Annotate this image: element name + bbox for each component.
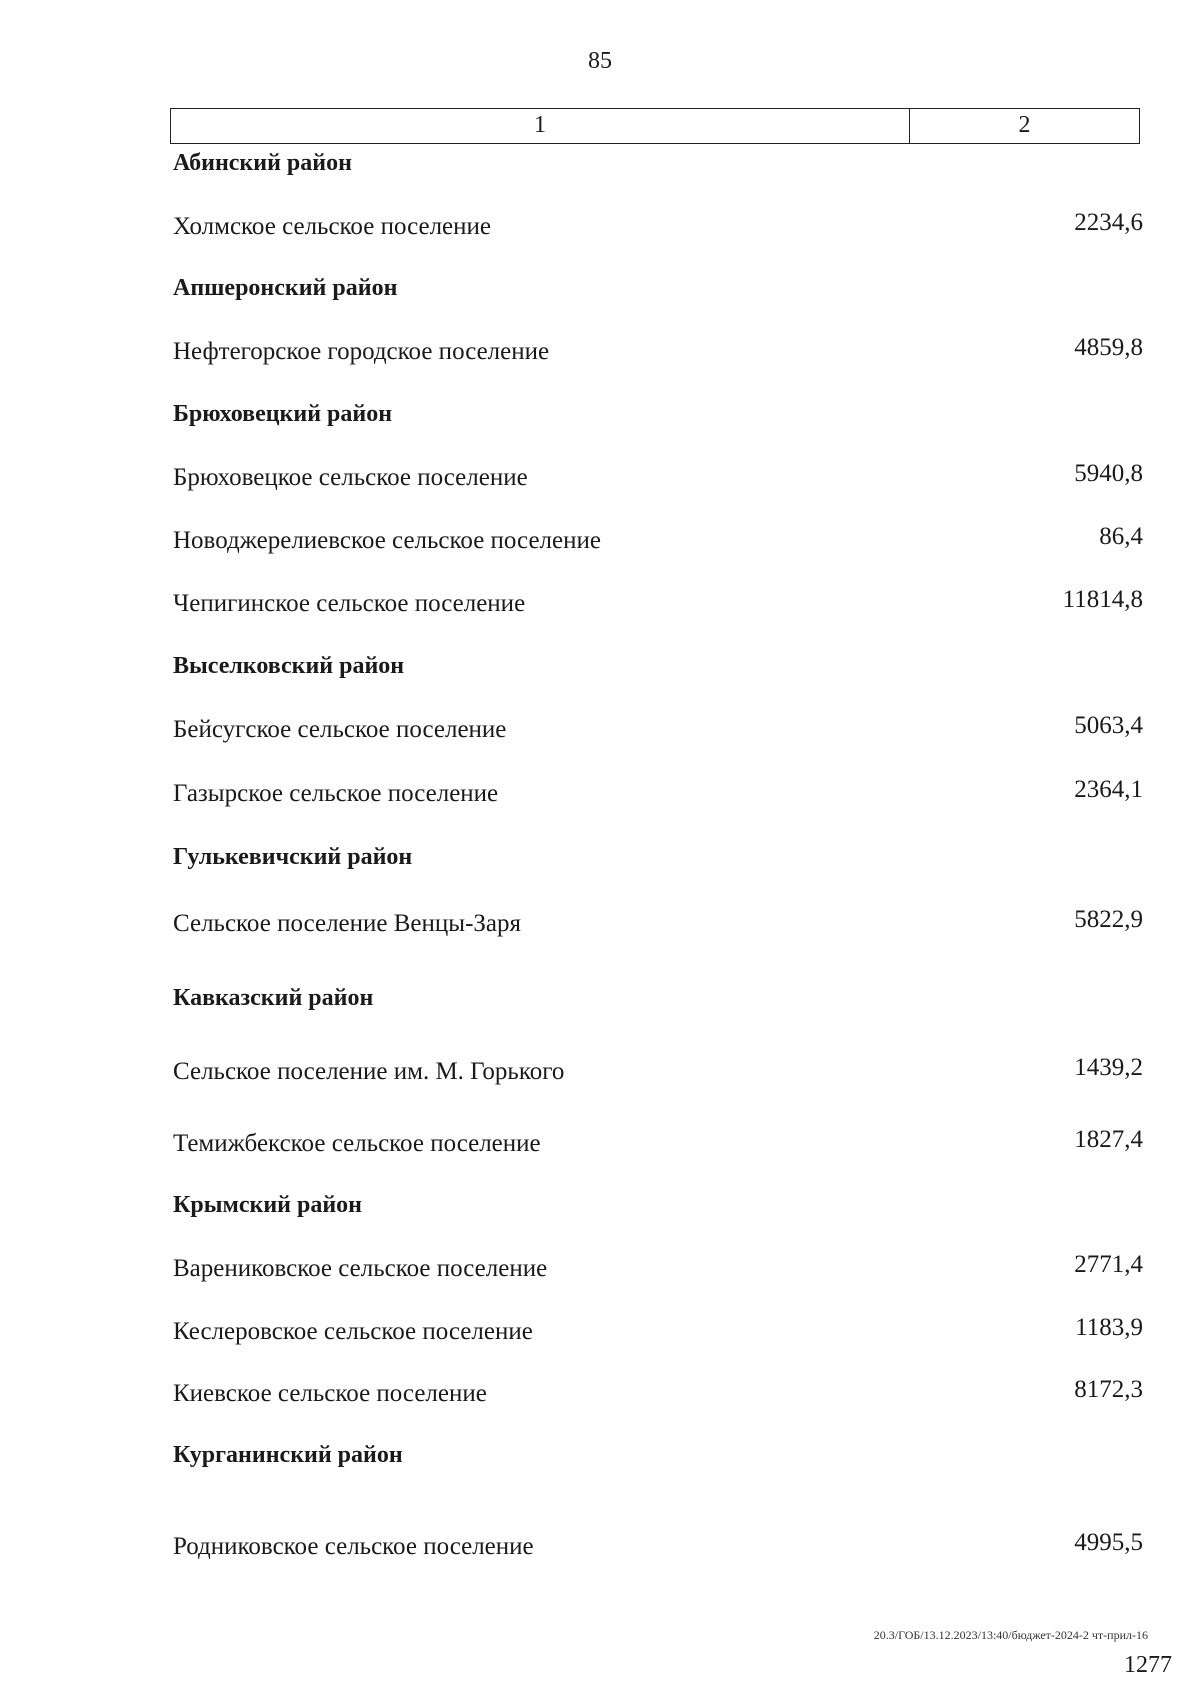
settlement-value: 1183,9 xyxy=(1075,1314,1143,1341)
settlement-row xyxy=(173,1376,1143,1420)
settlement-name: Родниковское сельское поселение xyxy=(173,1533,534,1560)
settlement-name: Варениковское сельское поселение xyxy=(173,1255,548,1282)
district-name: Брюховецкий район xyxy=(173,401,393,427)
sheet-number: 1277 xyxy=(1124,1652,1172,1678)
settlement-value: 11814,8 xyxy=(1062,586,1143,613)
district-row xyxy=(173,653,1143,693)
settlement-row xyxy=(173,776,1143,820)
settlement-value: 2364,1 xyxy=(1074,776,1143,803)
settlement-name: Кеслеровское сельское поселение xyxy=(173,1318,533,1345)
settlement-name: Холмское сельское поселение xyxy=(173,213,491,240)
settlement-row xyxy=(173,906,1143,950)
settlement-name: Сельское поселение Венцы-Заря xyxy=(173,910,522,937)
district-name: Гулькевичский район xyxy=(173,844,413,870)
settlement-row xyxy=(173,1054,1143,1098)
district-name: Абинский район xyxy=(173,150,352,176)
district-row xyxy=(173,401,1143,441)
district-name: Курганинский район xyxy=(173,1442,403,1468)
settlement-name: Новоджерелиевское сельское поселение xyxy=(173,527,601,554)
district-row xyxy=(173,1442,1143,1482)
settlement-value: 4995,5 xyxy=(1074,1529,1143,1556)
settlement-row xyxy=(173,334,1143,378)
district-name: Апшеронский район xyxy=(173,275,398,301)
settlement-row xyxy=(173,523,1143,567)
settlement-row xyxy=(173,209,1143,253)
district-row xyxy=(173,985,1143,1025)
column-1-header: 1 xyxy=(171,109,910,143)
district-row xyxy=(173,150,1143,190)
document-code: 20.3/ГОБ/13.12.2023/13:40/бюджет-2024-2 чт-прил-16 xyxy=(873,1628,1148,1642)
settlement-value: 2234,6 xyxy=(1074,209,1143,236)
settlement-row xyxy=(173,1251,1143,1295)
district-row xyxy=(173,1192,1143,1232)
settlement-name: Газырское сельское поселение xyxy=(173,780,499,807)
settlement-value: 5940,8 xyxy=(1074,460,1143,487)
district-name: Крымский район xyxy=(173,1192,362,1218)
settlement-name: Бейсугское сельское поселение xyxy=(173,716,507,743)
settlement-name: Нефтегорское городское поселение xyxy=(173,338,550,365)
page-number: 85 xyxy=(588,48,612,74)
settlement-row xyxy=(173,460,1143,504)
settlement-value: 4859,8 xyxy=(1074,334,1143,361)
settlement-name: Киевское сельское поселение xyxy=(173,1380,487,1407)
district-row xyxy=(173,275,1143,315)
district-row xyxy=(173,844,1143,884)
settlement-row xyxy=(173,1529,1143,1573)
settlement-row xyxy=(173,1314,1143,1358)
settlement-value: 5822,9 xyxy=(1074,906,1143,933)
settlement-name: Темижбекское сельское поселение xyxy=(173,1130,541,1157)
settlement-value: 1439,2 xyxy=(1074,1054,1143,1081)
district-name: Кавказский район xyxy=(173,985,374,1011)
settlement-value: 1827,4 xyxy=(1074,1126,1143,1153)
column-2-header: 2 xyxy=(1018,112,1031,138)
settlement-value: 8172,3 xyxy=(1074,1376,1143,1403)
settlement-row xyxy=(173,1126,1143,1170)
settlement-name: Сельское поселение им. М. Горького xyxy=(173,1058,565,1085)
settlement-name: Чепигинское сельское поселение xyxy=(173,590,526,617)
settlement-name: Брюховецкое сельское поселение xyxy=(173,464,528,491)
settlement-value: 2771,4 xyxy=(1074,1251,1143,1278)
settlement-row xyxy=(173,586,1143,630)
settlement-value: 5063,4 xyxy=(1074,712,1143,739)
table-header xyxy=(170,108,1140,144)
settlement-row xyxy=(173,712,1143,756)
settlement-value: 86,4 xyxy=(1099,523,1143,550)
district-name: Выселковский район xyxy=(173,653,405,679)
